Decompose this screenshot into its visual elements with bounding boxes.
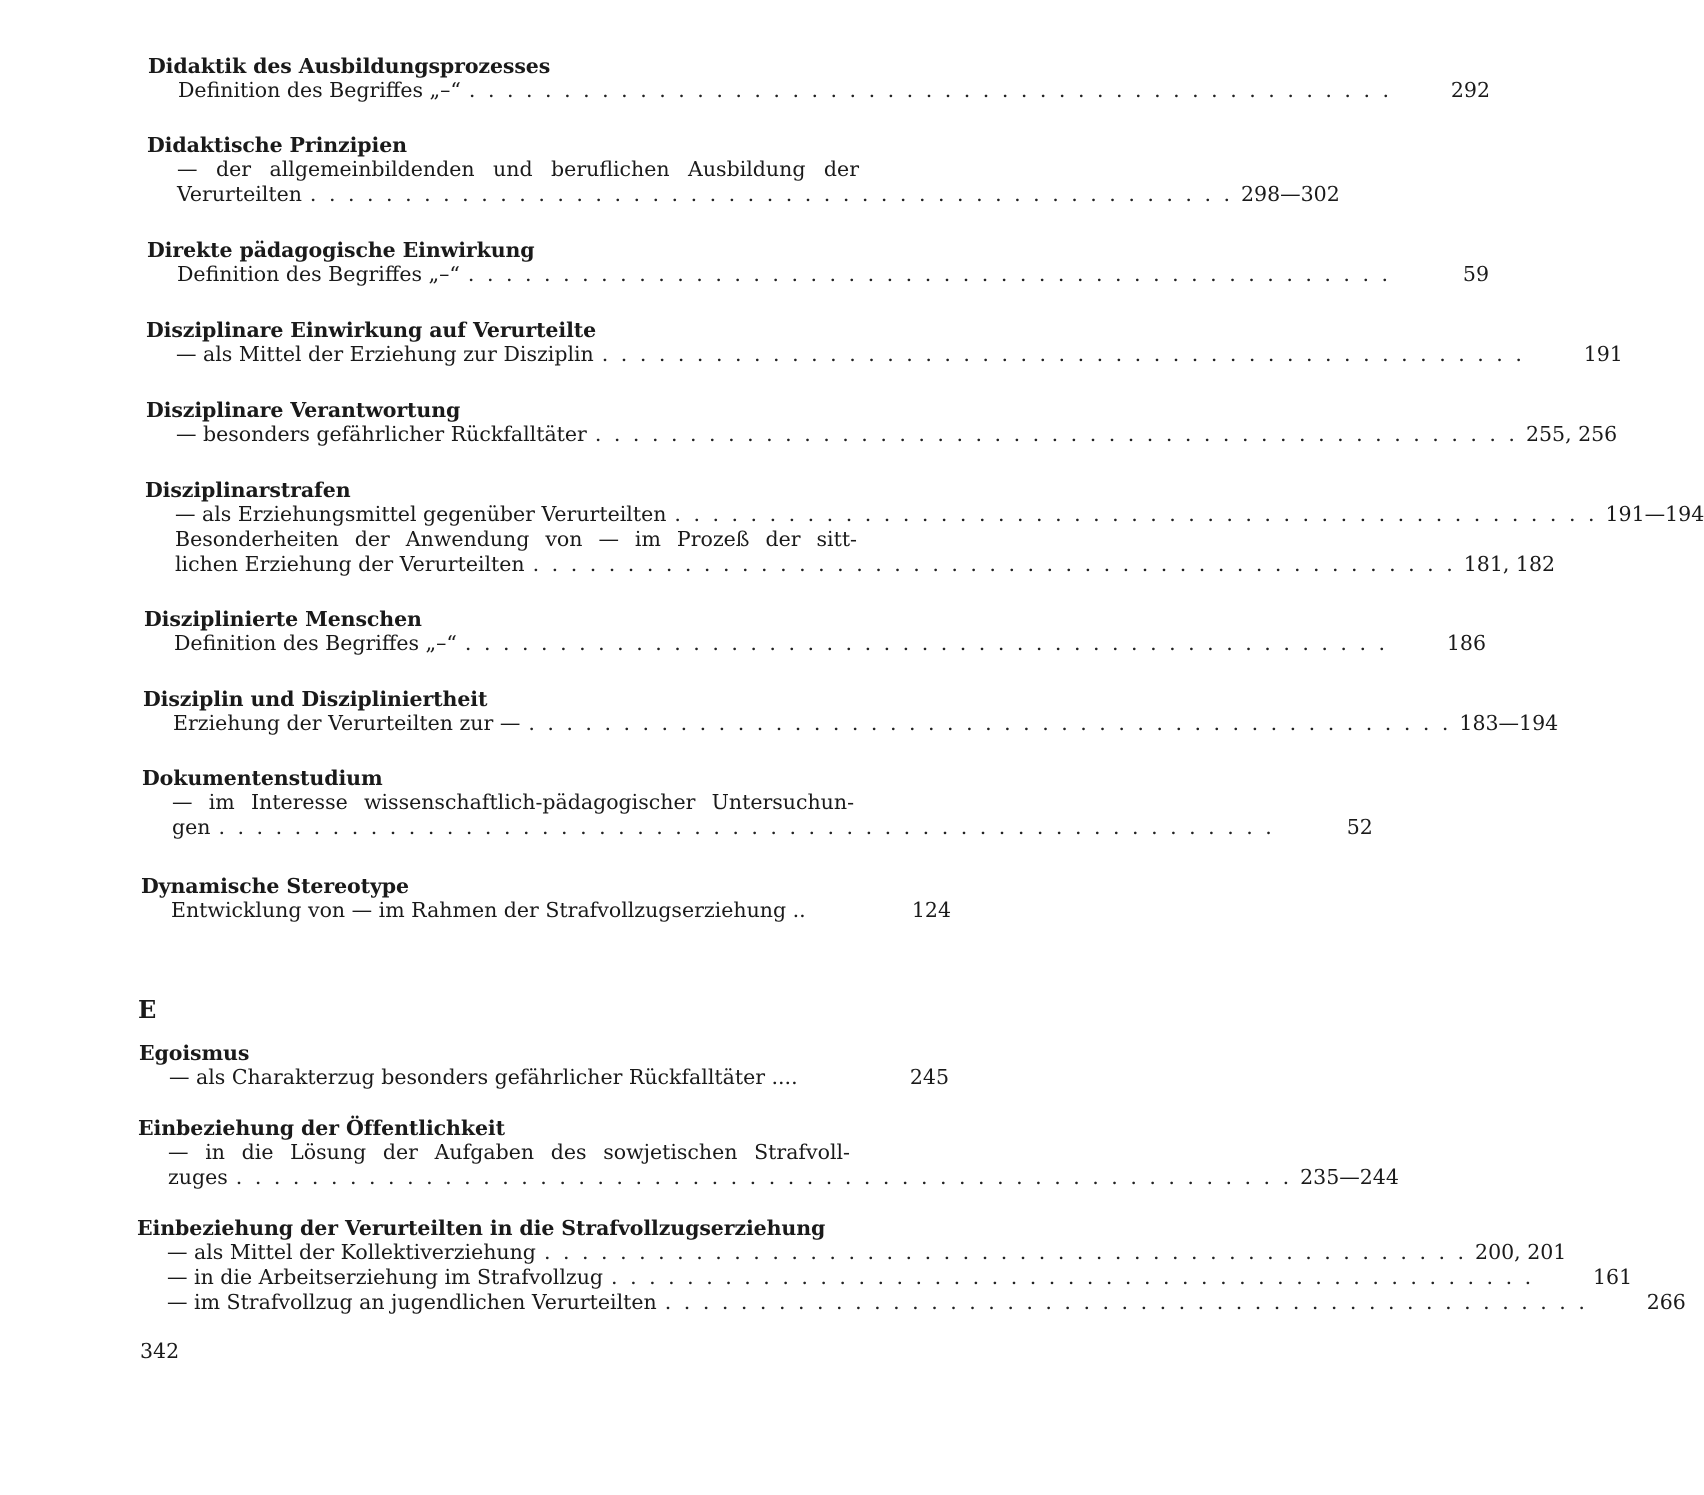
leader-dots: . . . . . . . . . . . . . . . . . . . . . . . . . . . . . . . . . . . . . . . . . . . . . . . . . xyxy=(601,342,1525,366)
entry-heading: Disziplinarstrafen xyxy=(145,478,351,502)
entry-heading: Egoismus xyxy=(139,1041,250,1065)
entry-line xyxy=(145,527,955,552)
entry-line xyxy=(142,815,1373,840)
entry-line xyxy=(137,1240,1567,1265)
entry-heading: Dokumentenstudium xyxy=(142,766,383,790)
index-entry xyxy=(139,1041,949,1090)
entry-line xyxy=(138,1140,948,1165)
entry-text: Definition des Begriffes „–“ xyxy=(174,631,457,655)
entry-heading: Einbeziehung der Öffentlichkeit xyxy=(138,1116,505,1140)
entry-heading: Disziplin und Diszipliniertheit xyxy=(143,687,488,711)
leader-dots: . . . . . . . . . . . . . . . . . . . . . . . . . . . . . . . . . . . . . . . . . . . . . . . . . xyxy=(467,262,1391,286)
entry-text: — der allgemeinbildenden und beruflichen Ausbildung der xyxy=(177,157,859,181)
index-entry xyxy=(148,54,1490,103)
leader-dots: . . . . . . . . . . . . . . . . . . . . . . . . . . . . . . . . . . . . . . . . . . . . . . . . . xyxy=(309,182,1234,206)
leader-dots: . . . . . . . . . . . . . . . . . . . . . . . . . . . . . . . . . . . . . . . . . . . . . . . . . xyxy=(532,552,1456,576)
index-entry xyxy=(137,1216,1686,1315)
page-reference: 161 xyxy=(1592,1265,1633,1289)
entry-line xyxy=(137,1265,1633,1290)
page-reference: 52 xyxy=(1346,815,1373,839)
page-reference: 183—194 xyxy=(1459,711,1559,735)
entry-text: — als Charakterzug besonders gefährlicher Rückfalltäter .... xyxy=(169,1065,798,1089)
entry-line xyxy=(143,711,1559,736)
entry-line xyxy=(145,552,1556,577)
page-reference: 200, 201 xyxy=(1475,1240,1567,1264)
entry-text: gen xyxy=(172,815,211,839)
index-entry xyxy=(147,238,1489,287)
section-letter: E xyxy=(138,995,157,1024)
entry-heading: Disziplinare Einwirkung auf Verurteilte xyxy=(146,318,597,342)
entry-heading: Direkte pädagogische Einwirkung xyxy=(147,238,535,262)
page-reference: 124 xyxy=(911,898,951,922)
entry-heading: Disziplinierte Menschen xyxy=(144,607,422,631)
leader-dots: . . . . . . . . . . . . . . . . . . . . . . . . . . . . . . . . . . . . . . . . . . . . . . . . . xyxy=(674,502,1598,526)
entry-line xyxy=(144,631,1486,656)
leader-dots: . . . . . . . . . . . . . . . . . . . . . . . . . . . . . . . . . . . . . . . . . . . . . . . . . xyxy=(664,1290,1588,1314)
entry-text: lichen Erziehung der Verurteilten xyxy=(175,552,525,576)
entry-line xyxy=(137,1290,1686,1315)
entry-heading: Didaktische Prinzipien xyxy=(147,133,407,157)
entry-line xyxy=(148,78,1490,103)
leader-dots: . . . . . . . . . . . . . . . . . . . . . . . . . . . . . . . . . . . . . . . . . . . . . . . . . xyxy=(464,631,1388,655)
entry-text: — als Mittel der Erziehung zur Disziplin xyxy=(176,342,594,366)
index-entry xyxy=(145,478,1704,577)
page-reference: 298—302 xyxy=(1241,182,1340,206)
leader-dots: . . . . . . . . . . . . . . . . . . . . . . . . . . . . . . . . . . . . . . . . . . . . . . . . . xyxy=(594,422,1518,446)
entry-line xyxy=(139,1065,949,1090)
entry-line xyxy=(147,262,1489,287)
entry-text: Definition des Begriffes „–“ xyxy=(177,262,460,286)
entry-text: Erziehung der Verurteilten zur — xyxy=(173,711,521,735)
leader-dots: . . . . . . . . . . . . . . . . . . . . . . . . . . . . . . . . . . . . . . . . . . . . . . . . . xyxy=(468,78,1392,102)
entry-line xyxy=(138,1165,1399,1190)
entry-text: — in die Arbeitserziehung im Strafvollzug xyxy=(167,1265,604,1289)
entry-text: — im Interesse wissenschaftlich-pädagogischer Untersuchun- xyxy=(172,790,854,814)
entry-text: — als Mittel der Kollektiverziehung xyxy=(167,1240,536,1264)
entry-text: Entwicklung von — im Rahmen der Strafvollzugserziehung .. xyxy=(171,898,806,922)
leader-dots: . . . . . . . . . . . . . . . . . . . . . . . . . . . . . . . . . . . . . . . . . . . . . . . . . xyxy=(528,711,1452,735)
index-entry xyxy=(146,318,1623,367)
page-reference: 186 xyxy=(1446,631,1486,655)
page-reference: 191 xyxy=(1583,342,1623,366)
page-reference: 292 xyxy=(1450,78,1490,102)
page-reference: 181, 182 xyxy=(1463,552,1556,576)
entry-line xyxy=(146,342,1623,367)
index-entry xyxy=(142,766,1373,840)
entry-text: zuges xyxy=(168,1165,228,1189)
entry-line xyxy=(146,422,1618,447)
entry-text: Verurteilten xyxy=(177,182,302,206)
entry-heading: Disziplinare Verantwortung xyxy=(146,398,461,422)
entry-text: Definition des Begriffes „–“ xyxy=(178,78,461,102)
entry-heading: Einbeziehung der Verurteilten in die Strafvollzugserziehung xyxy=(137,1216,826,1240)
entry-line xyxy=(142,790,952,815)
page-reference: 245 xyxy=(909,1065,949,1089)
index-entry xyxy=(147,133,1340,207)
entry-text: — im Strafvollzug an jugendlichen Verurteilten xyxy=(167,1290,657,1314)
page-reference: 266 xyxy=(1646,1290,1686,1314)
entry-line xyxy=(147,182,1340,207)
leader-dots: . . . . . . . . . . . . . . . . . . . . . . . . . . . . . . . . . . . . . . . . . . . . . . . . . . . . . . . . xyxy=(235,1165,1293,1189)
entry-text: — besonders gefährlicher Rückfalltäter xyxy=(176,422,587,446)
index-entry xyxy=(143,687,1559,736)
entry-text: — in die Lösung der Aufgaben des sowjetischen Strafvoll- xyxy=(168,1140,850,1164)
leader-dots: . . . . . . . . . . . . . . . . . . . . . . . . . . . . . . . . . . . . . . . . . . . . . . . . . xyxy=(611,1265,1535,1289)
entry-text: Besonderheiten der Anwendung von — im Prozeß der sitt- xyxy=(175,527,857,551)
index-entry xyxy=(141,874,951,923)
entry-heading: Dynamische Stereotype xyxy=(141,874,409,898)
index-entry xyxy=(138,1116,1399,1190)
entry-line xyxy=(145,502,1704,527)
entry-line xyxy=(141,898,951,923)
page-reference: 235—244 xyxy=(1300,1165,1399,1189)
page-reference: 191—194 xyxy=(1605,502,1704,526)
index-entry xyxy=(144,607,1486,656)
page-number: 342 xyxy=(140,1339,180,1363)
leader-dots: . . . . . . . . . . . . . . . . . . . . . . . . . . . . . . . . . . . . . . . . . . . . . . . . . . . . . . . . xyxy=(218,815,1275,839)
entry-heading: Didaktik des Ausbildungsprozesses xyxy=(148,54,551,78)
page-reference: 59 xyxy=(1462,262,1489,286)
index-entry xyxy=(146,398,1618,447)
page-reference: 255, 256 xyxy=(1525,422,1618,446)
entry-text: — als Erziehungsmittel gegenüber Verurteilten xyxy=(175,502,667,526)
leader-dots: . . . . . . . . . . . . . . . . . . . . . . . . . . . . . . . . . . . . . . . . . . . . . . . . . xyxy=(543,1240,1468,1264)
entry-line xyxy=(147,157,957,182)
